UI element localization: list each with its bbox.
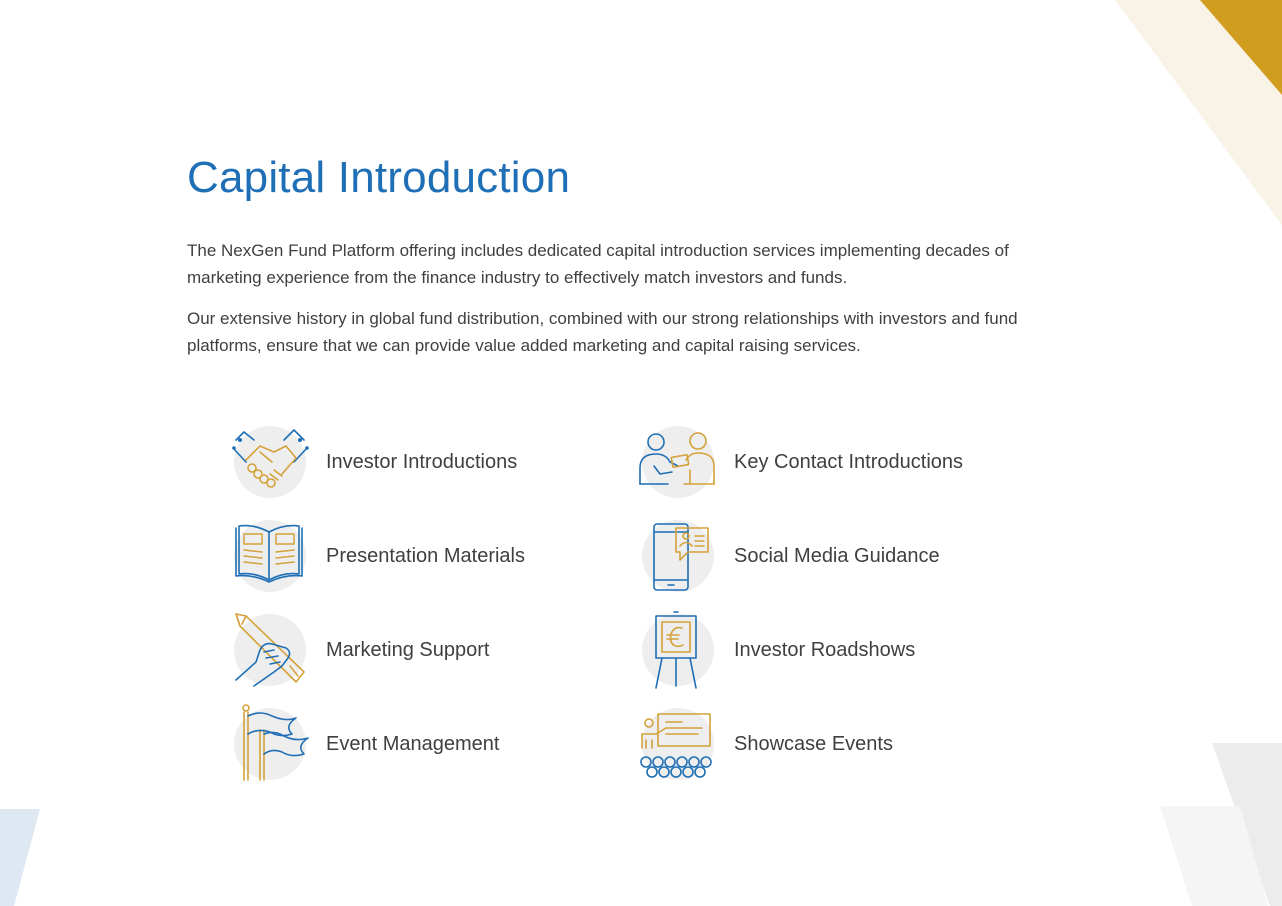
corner-gold-triangle	[1200, 0, 1282, 95]
feature-presentation-materials	[230, 516, 525, 596]
easel-euro-icon	[638, 610, 720, 690]
feature-investor-roadshows	[638, 610, 915, 690]
bottom-right-gray-shape	[1212, 743, 1282, 906]
smartphone-chat-icon	[638, 516, 720, 596]
feature-label: Event Management	[326, 732, 500, 755]
feature-label: Social Media Guidance	[734, 544, 940, 567]
page-title: Capital Introduction	[187, 153, 571, 202]
people-exchanging-card-icon	[638, 422, 720, 502]
bottom-right-light-shape	[1160, 806, 1268, 906]
intro-paragraph-2: Our extensive history in global fund distribution, combined with our strong relationships with investors and fund platforms, ensure that we can provide value added marketing and capital raising services.	[187, 309, 1018, 355]
feature-label: Key Contact Introductions	[734, 450, 964, 473]
corner-cream-stripe	[1115, 0, 1282, 225]
feature-key-contact-introductions	[638, 422, 963, 502]
audience-presentation-icon	[638, 704, 720, 784]
feature-marketing-support	[230, 610, 489, 690]
feature-label: Showcase Events	[734, 732, 893, 755]
flags-icon	[230, 704, 312, 784]
handshake-icon	[230, 422, 312, 502]
hand-holding-pencil-icon	[230, 610, 312, 690]
intro-paragraph-1: The NexGen Fund Platform offering includes dedicated capital introduction services implementing decades of marketing experience from the finance industry to effectively match investors and funds.	[187, 241, 1009, 287]
feature-label: Investor Roadshows	[734, 638, 916, 661]
feature-label: Presentation Materials	[326, 544, 525, 567]
bottom-left-blue-shape	[0, 809, 40, 906]
feature-label: Investor Introductions	[326, 450, 518, 473]
feature-social-media-guidance	[638, 516, 940, 596]
feature-label: Marketing Support	[326, 638, 490, 661]
feature-showcase-events	[638, 704, 893, 784]
feature-event-management	[230, 704, 499, 784]
feature-investor-introductions	[230, 422, 517, 502]
open-book-icon	[230, 516, 312, 596]
